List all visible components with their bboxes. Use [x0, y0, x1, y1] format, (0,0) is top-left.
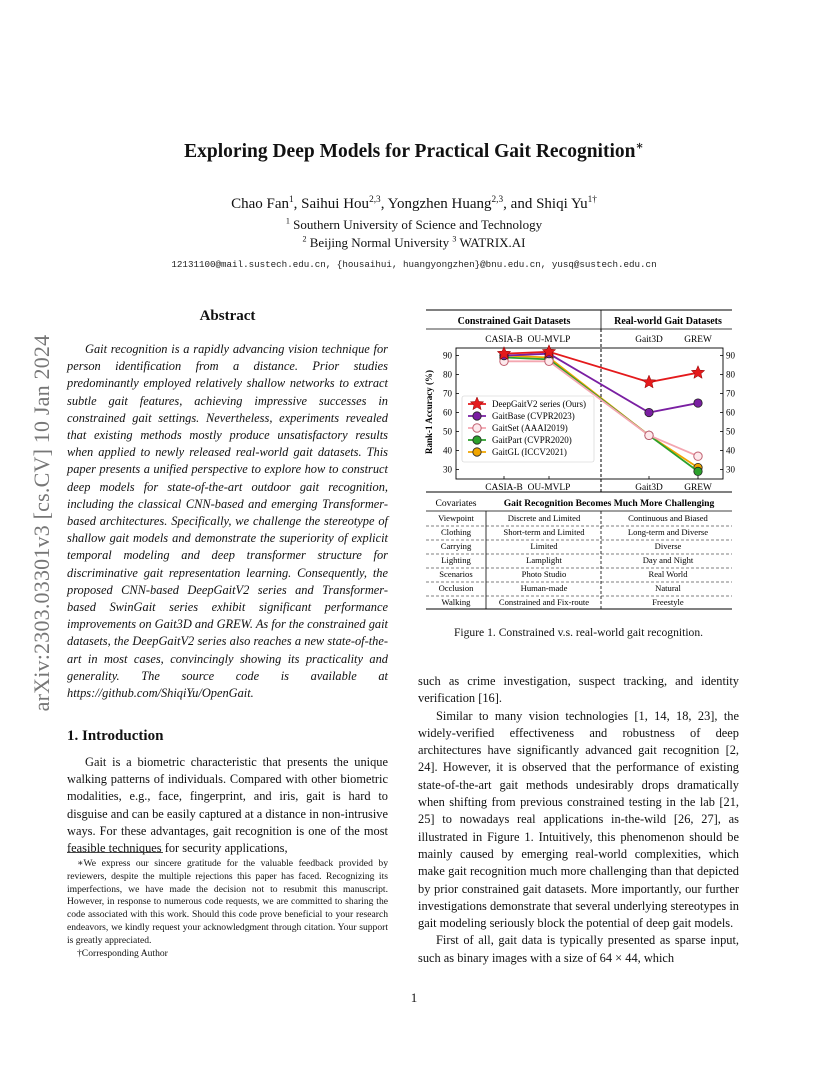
x-category-label-top: Gait3D: [635, 335, 663, 345]
constrained-value: Discrete and Limited: [507, 513, 581, 523]
author-name: Chao Fan: [231, 196, 289, 212]
y-tick-label-right: 70: [726, 388, 735, 399]
legend-entry-label: GaitPart (CVPR2020): [492, 435, 572, 445]
footnote-corresponding: †Corresponding Author: [77, 947, 168, 959]
author-affil-mark: 1†: [587, 195, 597, 205]
y-tick-label-left: 70: [443, 388, 452, 399]
legend-entry-label: DeepGaitV2 series (Ours): [492, 399, 586, 409]
covariates-table: [426, 513, 732, 607]
y-tick-label-left: 30: [443, 464, 452, 475]
abstract-heading: Abstract: [199, 308, 256, 324]
table-header-covariates: Covariates: [435, 498, 477, 509]
covariate-label: Scenarios: [439, 569, 473, 579]
constrained-value: Human-made: [520, 583, 568, 593]
section-heading-introduction: 1. Introduction: [67, 728, 164, 744]
covariate-label: Walking: [441, 597, 471, 607]
author-name: Saihui Hou: [301, 196, 370, 212]
affiliation-1: [0, 217, 828, 233]
introduction-body: [67, 754, 388, 857]
data-point: [691, 366, 704, 379]
author-name: Shiqi Yu: [536, 196, 588, 212]
header-constrained: Constrained Gait Datasets: [457, 316, 571, 327]
y-tick-label-right: 90: [726, 350, 735, 361]
affil-name: Beijing Normal University: [309, 235, 450, 250]
author-affil-mark: 2,3: [491, 195, 504, 205]
real-world-value: Long-term and Diverse: [627, 527, 709, 537]
real-world-value: Diverse: [654, 541, 682, 551]
author-separator: ,: [380, 196, 388, 212]
constrained-value: Photo Studio: [521, 569, 567, 579]
paper-title: [0, 138, 828, 163]
y-tick-label-right: 60: [726, 407, 735, 418]
chart-legend: [462, 396, 594, 462]
legend-entry-label: GaitBase (CVPR2023): [492, 411, 575, 421]
affil-mark: 2: [302, 234, 307, 244]
x-category-label-bottom: CASIA-B: [485, 483, 523, 493]
affil-mark: 3: [452, 234, 457, 244]
affil-name: WATRIX.AI: [459, 235, 526, 250]
real-world-value: Day and Night: [642, 555, 694, 565]
constrained-value: Short-term and Limited: [503, 527, 585, 537]
x-category-label-bottom: GREW: [684, 483, 712, 493]
affiliation-2: [0, 235, 828, 251]
legend-swatch-marker: [473, 448, 481, 456]
y-tick-label-right: 40: [726, 445, 735, 456]
y-tick-label-left: 40: [443, 445, 452, 456]
covariate-label: Lighting: [441, 555, 471, 565]
data-point: [645, 431, 653, 439]
data-point: [694, 452, 702, 460]
arxiv-identifier: arXiv:2303.03301v3 [cs.CV] 10 Jan 2024: [29, 334, 54, 712]
right-paragraph-2: Similar to many vision technologies [1, 14, 18, 23], the widely-verified effectiveness and robustness of deep architectures have significantly advanced gait recognition [2, 24]. However, it is observed that the performance of existing state-of-the-art gait methods undesirably drops dramatically when shifting from previous constrained testing in the lab [21, 25] to nowadays real applications in-the-wild [26, 27], as illustrated in Figure 1. Intuitively, this phenomenon should be mainly caused by emerging real-world complexities, which make gait recognition much more challenging than that depicted by prior constrained gait datasets. More importantly, our further investigations demonstrate that several underlying stereotypes in gait modeling seriously block the potential of deep gait models.: [418, 708, 739, 931]
y-tick-label-left: 90: [443, 350, 452, 361]
author-name: Yongzhen Huang: [387, 196, 492, 212]
legend-entry-label: GaitSet (AAAI2019): [492, 423, 568, 433]
footnote-rule: [67, 852, 163, 853]
covariate-label: Carrying: [440, 541, 472, 551]
abstract-body: [67, 341, 388, 702]
constrained-value: Limited: [530, 541, 558, 551]
y-tick-label-left: 60: [443, 407, 452, 418]
legend-swatch-marker: [473, 424, 481, 432]
legend-swatch-marker: [473, 412, 481, 420]
x-category-label-top: OU-MVLP: [527, 335, 571, 345]
right-column-body: [418, 673, 739, 967]
header-real-world: Real-world Gait Datasets: [614, 316, 722, 327]
real-world-value: Natural: [655, 583, 681, 593]
legend-entry-label: GaitGL (ICCV2021): [492, 447, 567, 457]
footnotes: [67, 858, 388, 960]
y-tick-label-right: 30: [726, 464, 735, 475]
y-tick-label-left: 80: [443, 369, 452, 380]
data-point: [642, 375, 655, 388]
x-category-label-bottom: OU-MVLP: [527, 483, 571, 493]
title-footnote-mark: ∗: [635, 138, 644, 153]
x-category-label-top: CASIA-B: [485, 335, 523, 345]
paper-title-text: Exploring Deep Models for Practical Gait Recognition: [184, 141, 636, 162]
intro-paragraph: Gait is a biometric characteristic that presents the unique walking patterns of individuals. Compared with other biometric modalities, e.g., face, fingerprint, and iris, gait is hard to disguise and can be easily captured at a distance in non-intrusive ways. For these advantages, gait recognition is one of the most feasible techniques for security applications,: [67, 755, 388, 856]
covariate-label: Clothing: [440, 527, 472, 537]
page-number: 1: [410, 990, 418, 1005]
real-world-value: Continuous and Biased: [628, 513, 708, 523]
abstract-paragraph: Gait recognition is a rapidly advancing vision technique for person identification from a distance. Prior studies predominantly employed relatively shallow networks to extract subtle gait features, achieving impressive successes in constrained gait settings. Nevertheless, experiments revealed that existing methods mostly produce unsatisfactory results when applied to newly released real-world gait datasets. This paper presents a unified perspective to explore how to construct deep models for state-of-the-art outdoor gait recognition, including the classical CNN-based and emerging Transformer-based architectures. Specifically, we challenge the stereotype of shallow gait models and demonstrate the superiority of explicit temporal modeling and deep transformer structure for discriminative gait representation learning. Consequently, the proposed CNN-based DeepGaitV2 series and Transformer-based SwinGait series exhibit significant performance improvements on Gait3D and GREW. As for the constrained gait datasets, the DeepGaitV2 series also reaches a new state-of-the-art in most cases, convincingly showing its practicality and generality. The source code is available at https://github.com/ShiqiYu/OpenGait.: [67, 342, 388, 701]
author-list: [0, 196, 828, 213]
affil-mark: 1: [285, 216, 290, 226]
data-point: [694, 467, 702, 475]
author-separator: , and: [503, 196, 537, 212]
figure-1: [416, 304, 742, 616]
data-point: [545, 357, 553, 365]
real-world-value: Freestyle: [652, 597, 684, 607]
constrained-value: Constrained and Fix-route: [498, 597, 590, 607]
affil-name: Southern University of Science and Technology: [293, 217, 543, 232]
author-emails: 12131100@mail.sustech.edu.cn, {housaihui, huangyongzhen}@bnu.edu.cn, yusq@sustech.edu.cn: [171, 259, 657, 270]
y-tick-label-left: 50: [443, 426, 452, 437]
table-header-challenge: Gait Recognition Becomes Much More Challenging: [503, 498, 715, 509]
footnote-acknowledgment: ∗We express our sincere gratitude for the valuable feedback provided by reviewers, despite the multiple rejections this paper has faced. Recognizing its imperfections, we have made the decision not to resubmit this manuscript. However, in response to numerous code requests, we are committed to sharing the code associated with this work. Should this code prove beneficial to your research endeavors, we kindly request your acknowledgment through citation. Your support is greatly appreciated.: [67, 858, 388, 946]
y-tick-label-right: 50: [726, 426, 735, 437]
covariate-label: Occlusion: [438, 583, 474, 593]
constrained-value: Lamplight: [526, 555, 562, 565]
x-category-label-top: GREW: [684, 335, 712, 345]
real-world-value: Real World: [648, 569, 688, 579]
x-category-label-bottom: Gait3D: [635, 483, 663, 493]
figure-caption: Figure 1. Constrained v.s. real-world gait recognition.: [453, 626, 704, 639]
legend-swatch-marker: [473, 436, 481, 444]
right-paragraph-3: First of all, gait data is typically presented as sparse input, such as binary images with a size of 64 × 44, which: [418, 933, 739, 965]
right-paragraph-1: such as crime investigation, suspect tracking, and identity verification [16].: [418, 674, 739, 706]
author-affil-mark: 2,3: [369, 195, 381, 205]
y-tick-label-right: 80: [726, 369, 735, 380]
y-axis-label: Rank-1 Accuracy (%): [424, 370, 434, 454]
covariate-label: Viewpoint: [438, 513, 474, 523]
data-point: [694, 399, 702, 407]
author-affil-mark: 1: [288, 195, 294, 205]
author-separator: ,: [293, 196, 302, 212]
data-point: [645, 408, 653, 416]
